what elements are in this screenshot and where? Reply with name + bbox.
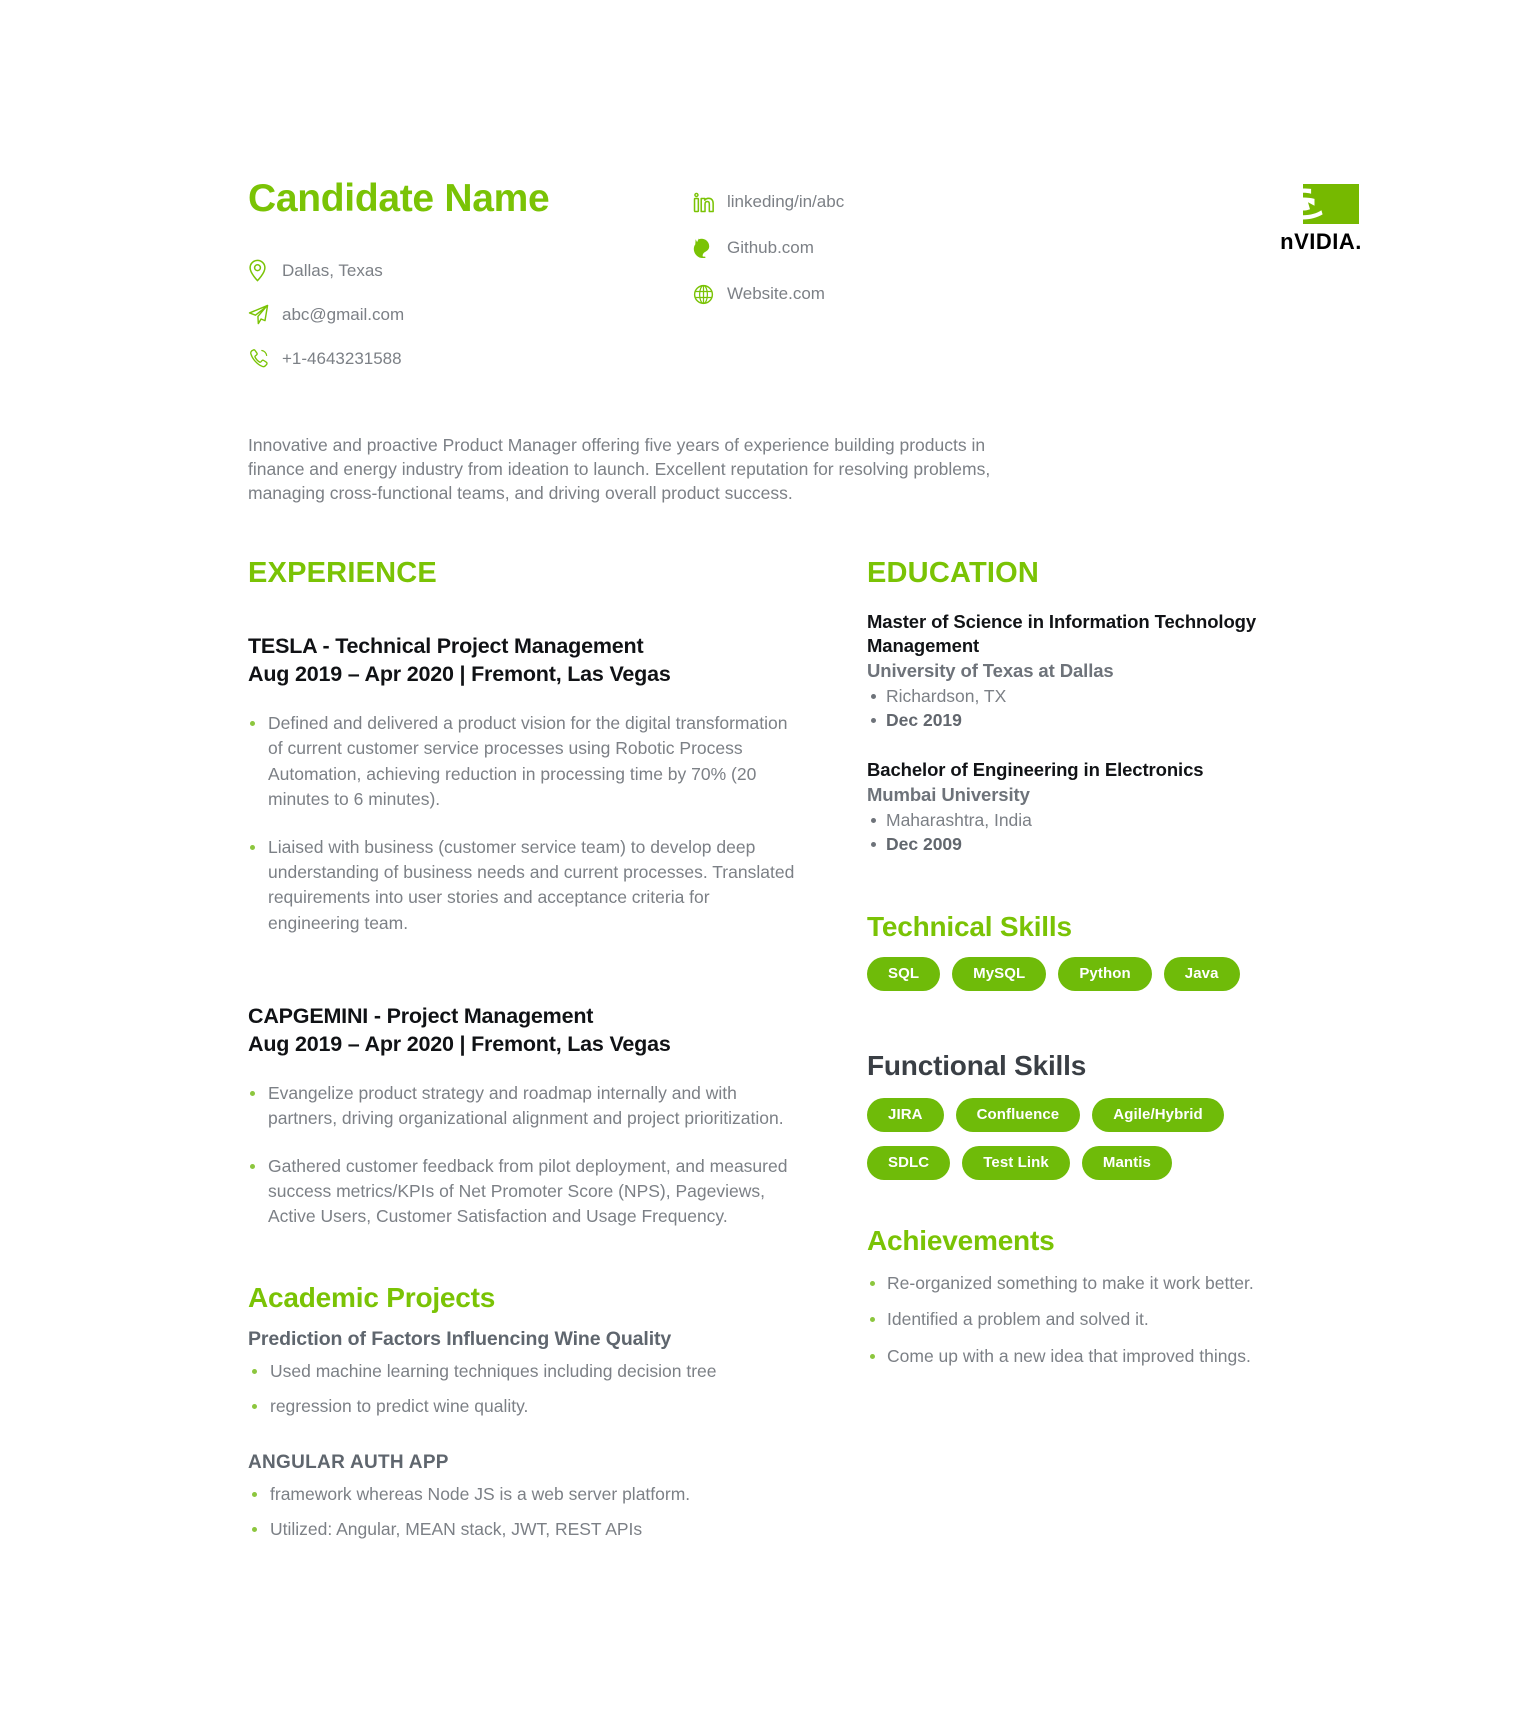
skill-pill: SDLC xyxy=(867,1146,950,1180)
contact-location xyxy=(248,259,693,283)
project-bullet: Used machine learning techniques including decision tree xyxy=(248,1359,797,1384)
contact-email xyxy=(248,303,693,327)
globe-website-icon xyxy=(693,282,719,306)
resume-body xyxy=(0,505,1519,1574)
job-bullet: Gathered customer feedback from pilot deployment, and measured success metrics/KPIs of Net Promoter Score (NPS), Pageviews, Active Users, Customer Satisfaction and Usage Frequency. xyxy=(248,1154,797,1230)
section-spacer xyxy=(867,882,1267,912)
location-pin-icon xyxy=(248,259,274,283)
project-bullet: Utilized: Angular, MEAN stack, JWT, REST APIs xyxy=(248,1517,797,1542)
section-title-functional-skills: Functional Skills xyxy=(867,1049,1087,1081)
paper-plane-email-icon xyxy=(248,303,274,327)
contact-location-text: Dallas, Texas xyxy=(282,260,383,280)
achievement-item: Re-organized something to make it work better. xyxy=(867,1271,1267,1296)
project-bullets xyxy=(248,1359,797,1419)
job-bullet: Evangelize product strategy and roadmap internally and with partners, driving organizational alignment and project prioritization. xyxy=(248,1081,797,1131)
resume-header xyxy=(0,0,1519,391)
skill-pill: JIRA xyxy=(867,1098,944,1132)
job-role: Project Management xyxy=(386,1003,594,1028)
education-details xyxy=(867,809,1267,856)
education-location: Richardson, TX xyxy=(867,685,1267,708)
job-bullets xyxy=(248,711,797,936)
contact-email-text: abc@gmail.com xyxy=(282,304,405,324)
section-title-experience: EXPERIENCE xyxy=(248,557,437,590)
contact-phone-text: +1-4643231588 xyxy=(282,348,402,368)
contact-phone xyxy=(248,347,693,371)
job-bullet: Defined and delivered a product vision for the digital transformation of current customer service processes using Robotic Process Automation, achieving reduction in processing time by 70% (20 minutes to 6 minutes). xyxy=(248,711,797,812)
section-title-achievements: Achievements xyxy=(867,1224,1055,1256)
project-item xyxy=(248,1327,797,1419)
skill-pill: Java xyxy=(1164,957,1240,991)
technical-skills-list xyxy=(867,957,1267,991)
job-company: TESLA xyxy=(248,634,317,659)
job-bullet: Liaised with business (customer service team) to develop deep understanding of business needs and current processes. Translated requirements into user stories and acceptance criteria for engineering team. xyxy=(248,835,797,936)
candidate-name: Candidate Name xyxy=(248,177,550,220)
job-company: CAPGEMINI xyxy=(248,1003,369,1028)
nvidia-logo xyxy=(1273,184,1369,253)
left-column xyxy=(248,559,815,1574)
education-location: Maharashtra, India xyxy=(867,809,1267,832)
nvidia-eye-icon xyxy=(1273,184,1359,230)
contact-website-text: Website.com xyxy=(727,283,825,303)
skill-pill: Test Link xyxy=(962,1146,1070,1180)
job-role: Technical Project Management xyxy=(335,634,644,659)
contact-github-text: Github.com xyxy=(727,237,814,257)
linkedin-icon xyxy=(693,190,719,214)
education-item xyxy=(867,610,1267,732)
project-name: Prediction of Factors Influencing Wine Quality xyxy=(248,1328,672,1351)
achievement-item: Come up with a new idea that improved things. xyxy=(867,1344,1267,1369)
section-spacer xyxy=(867,991,1267,1051)
right-column xyxy=(867,559,1267,1380)
education-item xyxy=(867,758,1267,856)
contact-github[interactable] xyxy=(693,236,1169,260)
project-item xyxy=(248,1451,797,1542)
job-separator: - xyxy=(316,634,336,659)
education-degree: Bachelor of Engineering in Electronics xyxy=(867,759,1204,781)
job-heading xyxy=(248,1003,797,1031)
company-logo-block xyxy=(1169,178,1369,253)
contact-linkedin-text: linkeding/in/abc xyxy=(727,191,845,211)
project-bullet: framework whereas Node JS is a web server platform. xyxy=(248,1482,797,1507)
experience-item xyxy=(248,1003,797,1230)
section-title-academic-projects: Academic Projects xyxy=(248,1281,496,1313)
header-left-block xyxy=(248,178,693,391)
phone-icon xyxy=(248,347,274,371)
achievements-list xyxy=(867,1271,1267,1369)
education-date: Dec 2019 xyxy=(867,709,1267,732)
project-bullets xyxy=(248,1482,797,1542)
achievement-item: Identified a problem and solved it. xyxy=(867,1307,1267,1332)
education-details xyxy=(867,685,1267,732)
professional-summary: Innovative and proactive Product Manager offering five years of experience building products in finance and energy industry from ideation to launch. Excellent reputation for resolving problems, managing cross-functional teams, and driving overall product success. xyxy=(248,434,991,504)
job-meta: Aug 2019 – Apr 2020 | Fremont, Las Vegas xyxy=(248,1031,671,1056)
job-heading xyxy=(248,633,797,661)
job-separator: - xyxy=(368,1003,387,1028)
nvidia-wordmark: nVIDIA. xyxy=(1280,229,1362,254)
section-title-technical-skills: Technical Skills xyxy=(867,911,1072,943)
skill-pill: Agile/Hybrid xyxy=(1092,1098,1224,1132)
skill-pill: MySQL xyxy=(952,957,1046,991)
project-bullet: regression to predict wine quality. xyxy=(248,1394,797,1419)
section-title-education: EDUCATION xyxy=(867,557,1040,590)
github-cat-icon xyxy=(693,236,719,260)
job-meta: Aug 2019 – Apr 2020 | Fremont, Las Vegas xyxy=(248,662,671,687)
job-bullets xyxy=(248,1081,797,1230)
section-spacer xyxy=(248,959,797,1003)
skill-pill: Confluence xyxy=(956,1098,1081,1132)
skill-pill: Mantis xyxy=(1082,1146,1172,1180)
skill-pill: Python xyxy=(1058,957,1151,991)
section-spacer xyxy=(248,1253,797,1283)
section-spacer xyxy=(867,1180,1267,1226)
education-degree: Master of Science in Information Technology Management xyxy=(867,611,1257,657)
education-school: University of Texas at Dallas xyxy=(867,660,1114,682)
skill-pill: SQL xyxy=(867,957,940,991)
functional-skills-list xyxy=(867,1098,1267,1180)
contact-linkedin[interactable] xyxy=(693,190,1169,214)
experience-item xyxy=(248,633,797,935)
education-date: Dec 2009 xyxy=(867,833,1267,856)
contact-website[interactable] xyxy=(693,282,1169,306)
education-school: Mumbai University xyxy=(867,784,1030,806)
project-name: ANGULAR AUTH APP xyxy=(248,1452,449,1474)
header-links-block xyxy=(693,178,1169,328)
